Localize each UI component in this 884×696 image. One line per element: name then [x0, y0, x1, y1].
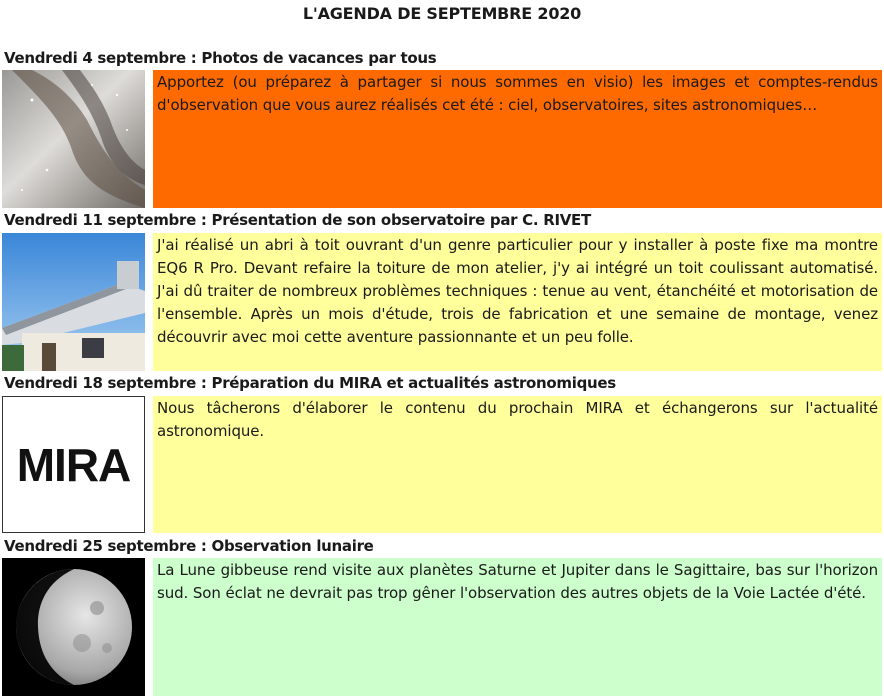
- milky-way-photo: [2, 70, 145, 208]
- event-description-sep-18: Nous tâcherons d'élaborer le contenu du prochain MIRA et échangerons sur l'actualité astronomique.: [153, 396, 882, 533]
- event-description-sep-25: La Lune gibbeuse rend visite aux planètes Saturne et Jupiter dans le Sagittaire, bas sur l'horizon sud. Son éclat ne devrait pas trop gêner l'observation des autres objets de la Voie Lactée d'été.: [153, 558, 882, 696]
- event-heading-sep-11: Vendredi 11 septembre : Présentation de son observatoire par C. RIVET: [4, 211, 591, 229]
- gibbous-moon-photo: [2, 558, 145, 696]
- event-heading-sep-25: Vendredi 25 septembre : Observation lunaire: [4, 537, 374, 555]
- event-description-sep-11: J'ai réalisé un abri à toit ouvrant d'un genre particulier pour y installer à poste fixe ma montre EQ6 R Pro. Devant refaire la toiture de mon atelier, j'y ai intégré un toit coulissant automatisé. J'ai dû traiter de nombreux problèmes techniques : tenue au vent, étanchéité et motorisation de l'ensemble. Après un mois d'étude, trois de fabrication et une semaine de montage, venez découvrir avec moi cette aventure passionnante et un peu folle.: [153, 233, 882, 371]
- event-heading-sep-18: Vendredi 18 septembre : Préparation du MIRA et actualités astronomiques: [4, 374, 616, 392]
- mira-logo-text: MIRA: [16, 438, 131, 491]
- observatory-roof-photo: [2, 233, 145, 371]
- event-description-sep-4: Apportez (ou préparez à partager si nous sommes en visio) les images et comptes-rendus d'observation que vous aurez réalisés cet été : ciel, observatoires, sites astronomiques…: [153, 70, 882, 208]
- mira-logo: [2, 396, 145, 533]
- event-heading-sep-4: Vendredi 4 septembre : Photos de vacances par tous: [4, 49, 437, 67]
- page-title: L'AGENDA DE SEPTEMBRE 2020: [302, 4, 582, 23]
